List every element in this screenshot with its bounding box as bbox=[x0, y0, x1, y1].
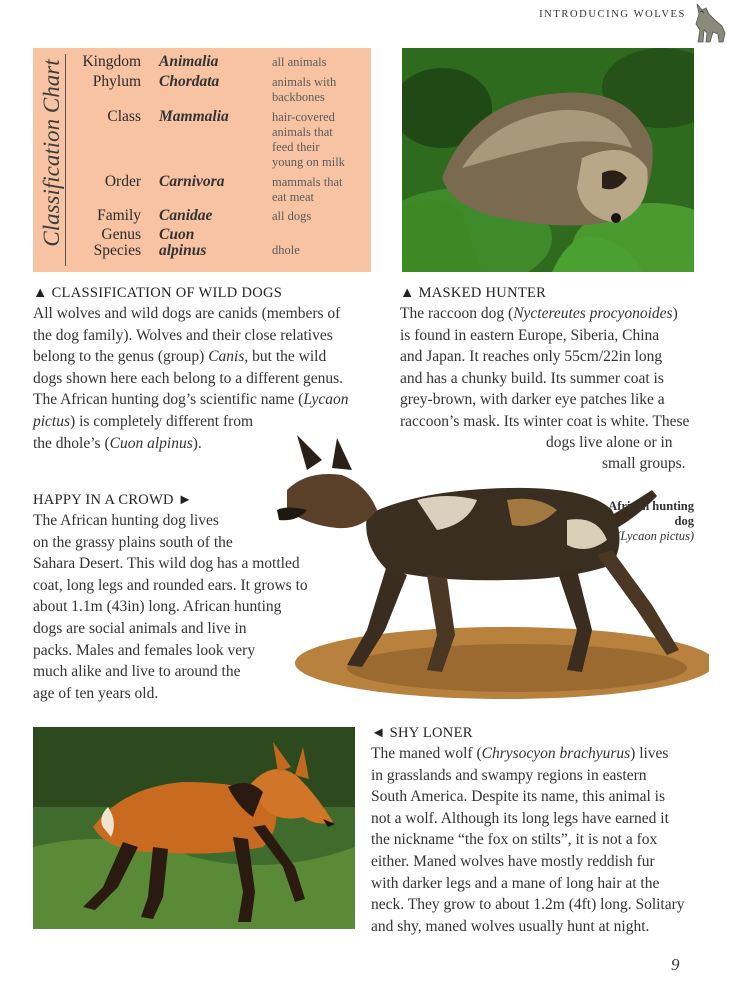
shy-loner-heading: ◄ SHY LONER bbox=[371, 725, 473, 741]
chart-taxon-kingdom: Animalia bbox=[159, 53, 219, 70]
chart-taxon-species: alpinus bbox=[159, 242, 207, 259]
chart-desc-order: mammals that eat meat bbox=[272, 175, 343, 204]
chart-taxon-family: Canidae bbox=[159, 207, 213, 224]
chart-title: Classification Chart bbox=[39, 59, 64, 247]
chart-rank-order: Order bbox=[104, 173, 141, 190]
chart-taxon-phylum: Chordata bbox=[159, 73, 220, 90]
classification-heading: ▲ CLASSIFICATION OF WILD DOGS bbox=[33, 285, 283, 301]
masked-hunter-text-end-1: dogs live alone or in bbox=[546, 434, 673, 451]
chart-taxon-genus: Cuon bbox=[159, 226, 195, 243]
chart-desc-phylum: animals with backbones bbox=[272, 75, 337, 104]
masked-hunter-heading: ▲ MASKED HUNTER bbox=[400, 285, 547, 301]
chart-rank-phylum: Phylum bbox=[92, 73, 141, 90]
chart-rank-class: Class bbox=[107, 108, 141, 125]
raccoon-dog-photo bbox=[402, 48, 694, 272]
classification-text: All wolves and wild dogs are canids (members of the dog family). Wolves and their close relatives belong to the genus (group) Canis, but the wild dogs shown here each belong to a different genus. The African hunting dog’s scientific name (Lycaon pictus) is completely different from the dhole’s (Cuon alpinus). bbox=[33, 305, 349, 452]
chart-desc-family: all dogs bbox=[272, 209, 312, 223]
masked-hunter-text-end-2: small groups. bbox=[602, 455, 686, 472]
chart-desc-kingdom: all animals bbox=[272, 55, 327, 69]
chart-taxon-order: Carnivora bbox=[159, 173, 225, 190]
african-hunting-dog-label: African hunting dog (Lycaon pictus) bbox=[608, 499, 694, 543]
shy-loner-text: The maned wolf (Chrysocyon brachyurus) lives in grasslands and swampy regions in eastern South America. Despite its name, this animal is not a wolf. Although its long legs have earned it the nickname “the fox on stilts”, it is not a fox either. Maned wolves have mostly reddish fur with darker legs and a mane of long hair at the neck. They grow to about 1.2m (4ft) long. Solitary and shy, maned wolves usually hunt at night. bbox=[371, 745, 685, 935]
chart-divider bbox=[65, 54, 66, 266]
happy-crowd-heading: HAPPY IN A CROWD ► bbox=[33, 492, 193, 508]
chart-taxon-class: Mammalia bbox=[159, 108, 229, 125]
chart-rank-kingdom: Kingdom bbox=[82, 53, 141, 70]
maned-wolf-photo bbox=[33, 727, 355, 929]
happy-crowd-text: The African hunting dog lives on the grassy plains south of the Sahara Desert. This wild dog has a mottled coat, long legs and rounded ears. It grows to about 1.1m (43in) long. African hunting dogs are social animals and live in packs. Males and females look very much alike and live to around the age of ten years old. bbox=[33, 512, 308, 702]
chart-rank-family: Family bbox=[97, 207, 141, 224]
howling-wolf-icon bbox=[682, 0, 728, 44]
chart-rank-genus: Genus bbox=[101, 226, 141, 243]
chart-desc-species: dhole bbox=[272, 243, 300, 257]
chart-desc-class: hair-covered animals that feed their young on milk bbox=[272, 110, 345, 169]
running-head: INTRODUCING WOLVES bbox=[539, 9, 686, 20]
masked-hunter-text: The raccoon dog (Nyctereutes procyonoides) is found in eastern Europe, Siberia, China and Japan. It reaches only 55cm/22in long and has a chunky build. Its summer coat is grey-brown, with darker eye patches like a raccoon’s mask. Its winter coat is white. These bbox=[400, 305, 690, 430]
page-number: 9 bbox=[671, 955, 680, 974]
chart-rank-species: Species bbox=[93, 242, 141, 259]
